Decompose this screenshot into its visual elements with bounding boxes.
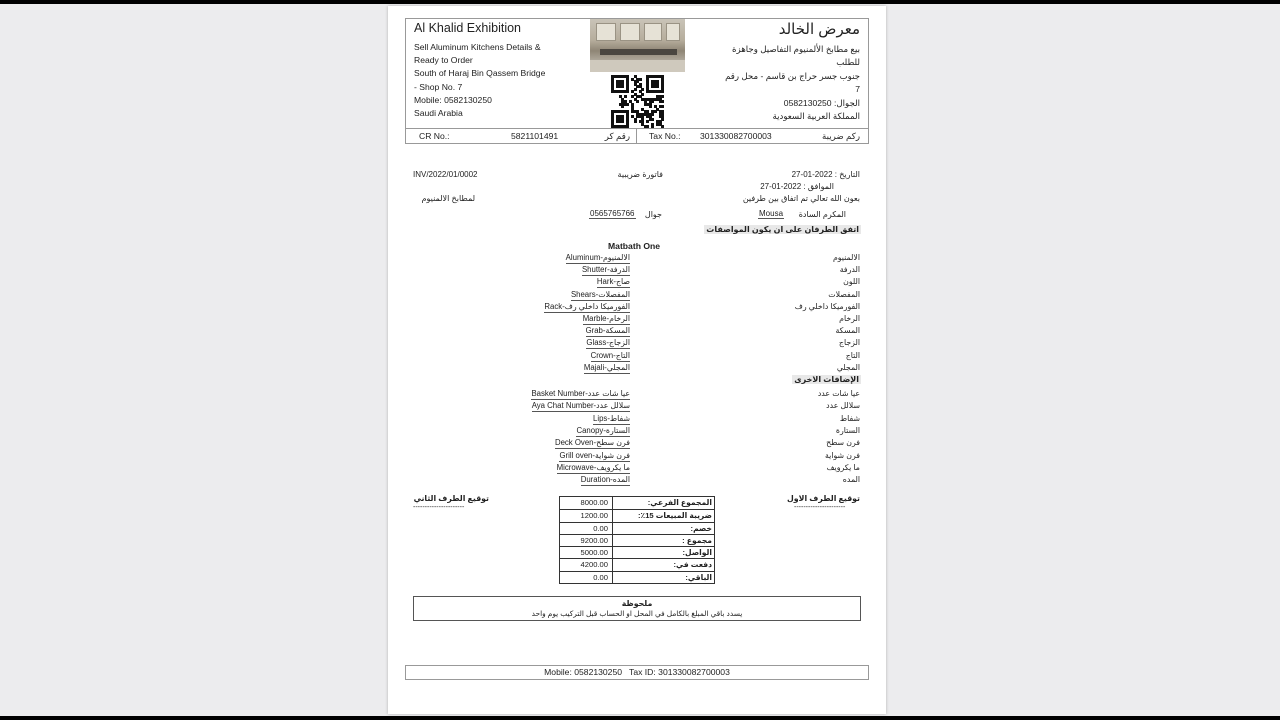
spec-label: الزجاج [838, 338, 860, 348]
address-line: Saudi Arabia [414, 108, 463, 119]
invoice-date: التاريخ : 2022-01-27 [791, 170, 860, 179]
customer-label: المكرم السادة [798, 210, 846, 219]
product-title: Matbath One [608, 241, 661, 251]
spec-row [388, 463, 886, 475]
cr-label: CR No.: [419, 131, 450, 141]
spec-value: الزجاج-Glass [586, 338, 630, 348]
tax-value: 301330082700003 [700, 131, 772, 141]
spec-label: المسكة [835, 326, 860, 336]
spec-label: شفاط [839, 413, 860, 423]
customer-name: Mousa [759, 209, 784, 218]
qr-code [611, 75, 664, 128]
address-line: Ready to Order [414, 55, 473, 66]
company-name-ar: معرض الخالد [778, 21, 860, 38]
spec-row [388, 326, 886, 338]
address-line: 7 [855, 84, 860, 95]
spec-value: الدرفة-Shutter [581, 265, 630, 275]
totals-label: خصم: [690, 523, 712, 533]
spec-value: التاج-Crown [590, 350, 630, 360]
spec-row [388, 438, 886, 450]
totals-label: دفعت في: [673, 560, 712, 570]
company-header [405, 18, 869, 144]
spec-row [388, 475, 886, 487]
spec-row [388, 389, 886, 401]
cr-label-ar: رقم كر [604, 131, 630, 141]
spec-row [388, 351, 886, 363]
spec-label: الالمنيوم [832, 253, 860, 262]
second-party-signature-line: ---------------------- [413, 504, 465, 511]
additions-heading [778, 375, 861, 384]
first-party-signature-label: توقيع الطرف الاول [787, 494, 860, 503]
company-address-ar [710, 43, 860, 123]
first-party-signature-line: ---------------------- [794, 504, 846, 511]
spec-label: المجلي [836, 362, 860, 372]
spec-value: عيا شات عدد-Basket Number [531, 389, 630, 398]
totals-label: الواصل: [682, 548, 712, 558]
totals-value: 0.00 [593, 523, 608, 533]
kitchen-photo [590, 19, 685, 72]
invoice-page [388, 6, 886, 714]
spec-row [388, 363, 886, 375]
spec-label: المده [842, 475, 860, 485]
invoice-footer [405, 665, 869, 680]
totals-label: ضريبة المبيعات 15٪: [638, 511, 712, 521]
spec-value: الفورميكا داخلي رف-Rack [544, 301, 630, 311]
spec-row [388, 338, 886, 350]
invoice-number: INV/2022/01/0002 [413, 170, 478, 179]
spec-label: فرن شواية [825, 450, 860, 460]
address-line: للطلب [836, 57, 860, 68]
address-line: - Shop No. 7 [414, 81, 463, 92]
spec-row [388, 451, 886, 463]
note-title: ملحوظة [621, 599, 653, 608]
spec-row [388, 401, 886, 413]
totals-row [560, 534, 714, 546]
totals-row [560, 558, 714, 570]
address-line: Sell Aluminum Kitchens Details & [414, 42, 541, 52]
spec-label: عيا شات عدد [817, 389, 860, 398]
totals-row [560, 571, 714, 583]
spec-value: فرن شواية-Grill oven [559, 450, 630, 460]
spec-row [388, 302, 886, 314]
spec-value: المجلي-Majali [583, 362, 630, 372]
footer-text: Mobile: 0582130250 Tax ID: 301330082700003 [544, 667, 730, 677]
kitchens-label: لمطابخ الالمنيوم [421, 194, 475, 203]
spec-value: المسكة-Grab [585, 326, 630, 336]
spec-row [388, 277, 886, 289]
spec-row [388, 314, 886, 326]
tax-label-ar: ركم ضريبة [822, 131, 860, 141]
spec-label: التاج [845, 350, 860, 360]
document-viewer[interactable] [0, 4, 1280, 716]
invoice-corresponding-date: الموافق : 2022-01-27 [760, 182, 834, 191]
spec-label: ما يكرويف [826, 462, 860, 472]
totals-row [560, 509, 714, 521]
totals-value: 1200.00 [580, 511, 608, 521]
totals-value: 5000.00 [580, 548, 608, 558]
second-party-signature-label: توقيع الطرف الثاني [413, 494, 489, 503]
spec-label: سلالل عدد [826, 401, 860, 411]
address-line: South of Haraj Bin Qassem Bridge [414, 68, 546, 79]
spec-value: فرن سطح-Deck Oven [554, 438, 630, 448]
customer-mobile: 0565765766 [590, 209, 635, 218]
spec-value: ما يكرويف-Microwave [556, 462, 630, 472]
spec-row [388, 265, 886, 277]
spec-label: فرن سطح [826, 438, 860, 448]
spec-value: سلالل عدد-Aya Chat Number [531, 401, 630, 411]
totals-value: 8000.00 [580, 498, 608, 507]
totals-row [560, 497, 714, 509]
agreement-heading [706, 225, 861, 234]
cr-value: 5821101491 [511, 131, 559, 141]
spec-value: المده-Duration [580, 475, 630, 485]
additions-heading-text: الإضافات الاخرى [794, 375, 859, 384]
tax-label: Tax No.: [649, 131, 681, 141]
spec-label: اللون [843, 277, 860, 287]
address-line: جنوب جسر حراج بن قاسم - محل رقم [725, 70, 860, 81]
spec-value: صاج-Hark [596, 277, 630, 287]
spec-value: المفصلات-Shears [570, 289, 630, 299]
spec-label: الفورميكا داخلي رف [794, 301, 860, 311]
spec-row [388, 426, 886, 438]
totals-value: 4200.00 [580, 560, 608, 570]
spec-label: المفصلات [828, 289, 860, 299]
agreement-intro: بعون الله تعالي تم اتفاق بين طرفين [742, 194, 860, 203]
totals-table [559, 496, 715, 584]
spec-value: الالمنيوم-Aluminum [565, 253, 630, 262]
totals-value: 9200.00 [580, 535, 608, 545]
spec-label: الرخام [839, 314, 860, 323]
invoice-title: فاتورة ضريبية [617, 170, 663, 179]
totals-label: مجموع : [682, 535, 712, 545]
spec-row [388, 414, 886, 426]
address-line: الجوال: 0582130250 [783, 97, 860, 108]
totals-row [560, 546, 714, 558]
spec-label: الستارة [835, 425, 860, 435]
spec-value: شفاط-Lips [593, 413, 630, 423]
totals-label: الباقي: [685, 572, 712, 582]
company-address-en [414, 41, 564, 120]
address-line: بيع مطابخ الألمنيوم التفاصيل وجاهزة [732, 44, 860, 54]
note-text: يسدد باقي المبلغ بالكامل في المحل او الحساب قبل التركيب يوم واحد [531, 609, 743, 618]
spec-label: الدرفة [839, 265, 860, 275]
company-name-en: Al Khalid Exhibition [414, 21, 522, 35]
note-box [413, 596, 861, 621]
spec-row [388, 290, 886, 302]
mobile-label: جوال [644, 210, 662, 219]
agreement-heading-text: اتفق الطرفان على ان يكون المواصفات [706, 225, 859, 234]
spec-value: الرخام-Marble [582, 314, 630, 323]
address-line: Mobile: 0582130250 [414, 94, 492, 105]
totals-value: 0.00 [593, 572, 608, 582]
address-line: المملكة العربية السعودية [772, 111, 860, 122]
totals-row [560, 522, 714, 534]
spec-value: الستارة-Canopy [576, 425, 630, 435]
totals-label: المجموع الفرعي: [647, 498, 712, 507]
spec-row [388, 253, 886, 265]
